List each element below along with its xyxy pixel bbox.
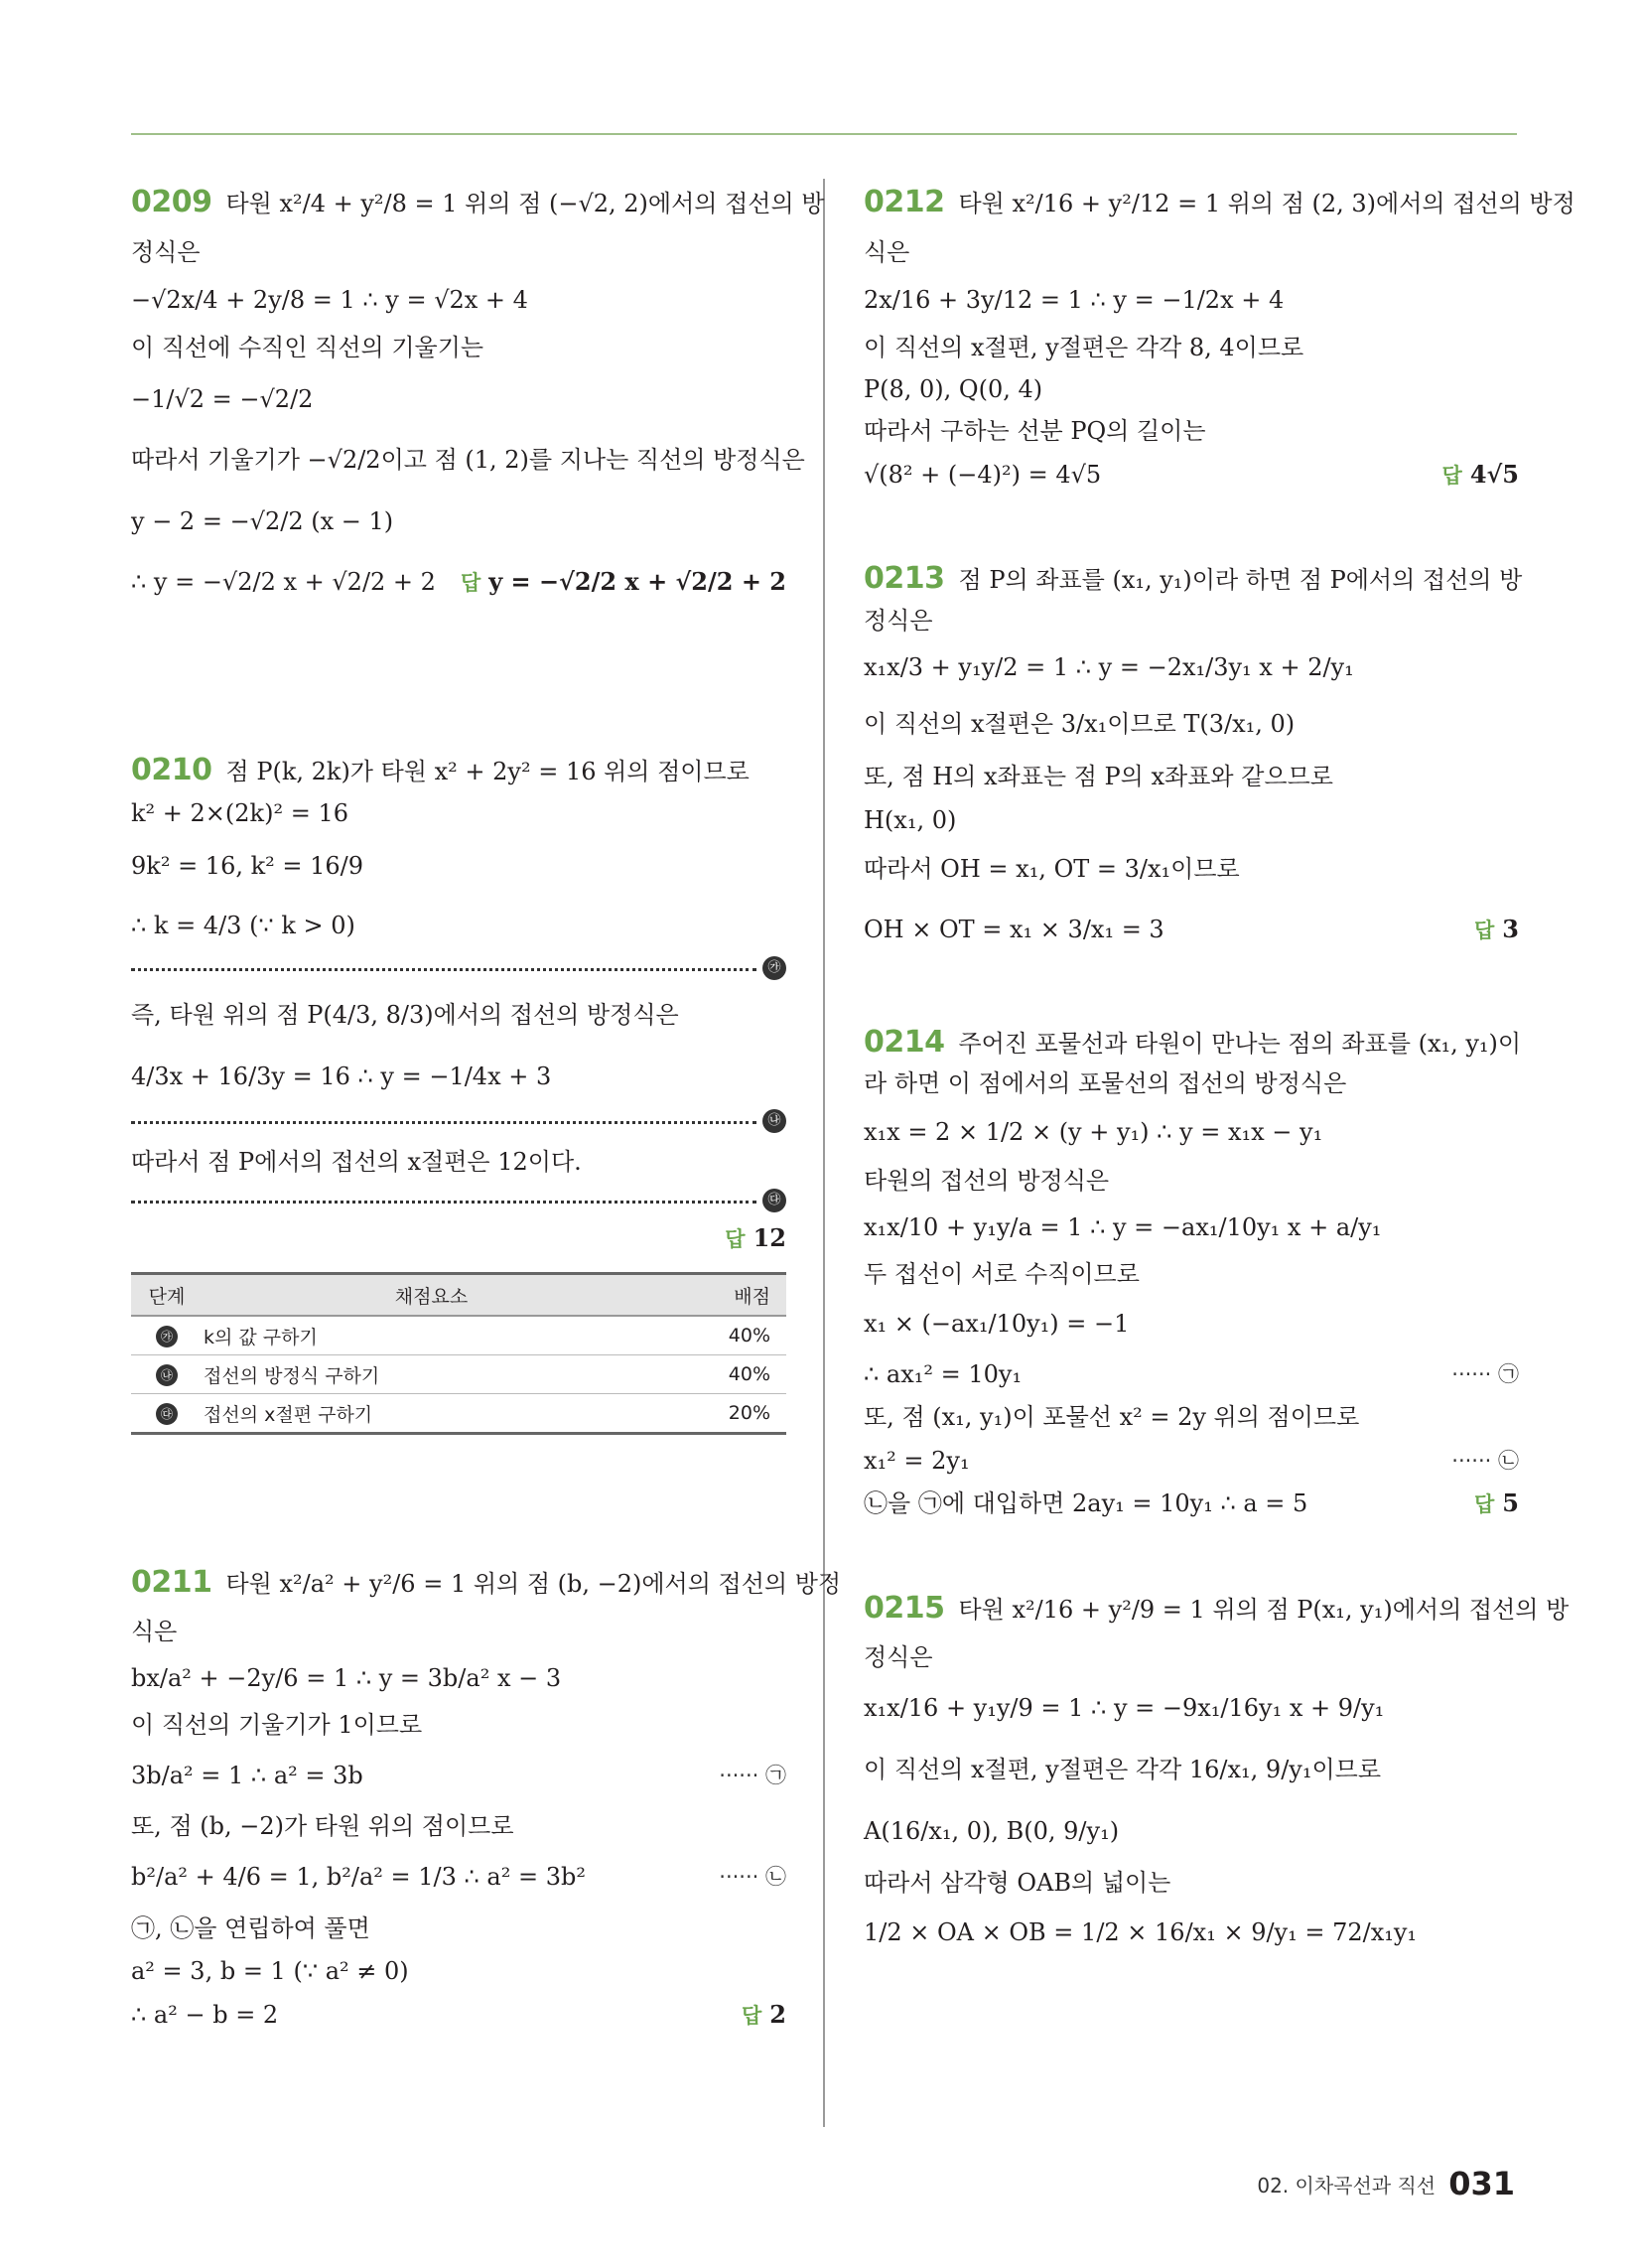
answer [1474, 897, 1519, 963]
step-mark: ㉰ [762, 1189, 786, 1212]
equation-line: A(16/x₁, 0), B(0, 9/y₁) [864, 1817, 1120, 1845]
answer [1474, 1483, 1519, 1525]
table-cell: k의 값 구하기 [203, 1316, 660, 1355]
solution-line: 식은 [131, 1618, 178, 1645]
step-mark: ㉮ [762, 956, 786, 980]
equation-marker: ······ ㉡ [1451, 1449, 1519, 1473]
right-column [864, 174, 1575, 1961]
equation-line: x₁x = 2 × 1/2 × (y + y₁) ∴ y = x₁x − y₁ [864, 1118, 1323, 1146]
equation-line: k² + 2×(2k)² = 16 [131, 799, 348, 827]
answer-value: 4√5 [1469, 460, 1519, 489]
solution-line: 따라서 삼각형 OAB의 넓이는 [864, 1869, 1171, 1897]
solution-line: 또, 점 (x₁, y₁)이 포물선 x² = 2y 위의 점이므로 [864, 1403, 1360, 1431]
solution-line: 이 직선의 기울기가 1이므로 [131, 1711, 423, 1739]
scoring-table [131, 1272, 786, 1435]
equation-line: x₁² = 2y₁ [864, 1447, 970, 1475]
equation-marker: ······ ㉡ [719, 1865, 786, 1889]
solution-line: 따라서 점 P에서의 접선의 x절편은 12이다. [131, 1148, 582, 1176]
solution-line: 이 직선에 수직인 직선의 기울기는 [131, 334, 484, 361]
equation-line: H(x₁, 0) [864, 806, 957, 834]
column-divider [823, 179, 825, 2127]
left-column [131, 174, 842, 2037]
step-mark: ㉮ [156, 1326, 178, 1347]
problem-0209 [131, 174, 825, 611]
equation-line: ∴ k = 4/3 (∵ k > 0) [131, 912, 355, 939]
problem-number: 0209 [131, 185, 212, 219]
answer-label: 답 [742, 2004, 762, 2028]
solution-line: 즉, 타원 위의 점 P(4/3, 8/3)에서의 접선의 방정식은 [131, 1001, 679, 1029]
equation-line: 1/2 × OA × OB = 1/2 × 16/x₁ × 9/y₁ = 72/x₁y₁ [864, 1918, 1418, 1946]
solution-line: 이 직선의 x절편, y절편은 각각 16/x₁, 9/y₁이므로 [864, 1756, 1382, 1783]
equation-line: x₁x/3 + y₁y/2 = 1 ∴ y = −2x₁/3y₁ x + 2/y₁ [864, 653, 1354, 681]
solution-line: 따라서 기울기가 −√2/2이고 점 (1, 2)를 지나는 직선의 방정식은 [131, 446, 805, 474]
table-row [131, 1316, 786, 1355]
solution-line: 정식은 [864, 607, 933, 635]
equation-line: OH × OT = x₁ × 3/x₁ = 3 [864, 916, 1164, 943]
problem-0212 [864, 174, 1575, 497]
problem-number: 0214 [864, 1025, 945, 1060]
table-cell: 20% [660, 1394, 786, 1434]
answer-value: 3 [1502, 915, 1519, 943]
problem-number: 0215 [864, 1591, 945, 1626]
problem-text: 타원 x²/16 + y²/9 = 1 위의 점 P(x₁, y₁)에서의 접선의 방 [958, 1596, 1570, 1624]
step-mark: ㉰ [156, 1403, 178, 1425]
answer-value: 5 [1502, 1488, 1519, 1517]
table-cell: 접선의 방정식 구하기 [203, 1355, 660, 1394]
table-row [131, 1394, 786, 1434]
problem-number: 0211 [131, 1565, 212, 1600]
answer [742, 1993, 786, 2038]
problem-0211 [131, 1554, 842, 2037]
equation-line: ㉡을 ㉠에 대입하면 2ay₁ = 10y₁ ∴ a = 5 [864, 1489, 1308, 1517]
answer [725, 1216, 786, 1261]
solution-line: 또, 점 H의 x좌표는 점 P의 x좌표와 같으므로 [864, 763, 1333, 790]
answer-label: 답 [725, 1227, 746, 1251]
equation-line: 9k² = 16, k² = 16/9 [131, 852, 364, 880]
problem-0214 [864, 1022, 1522, 1524]
problem-text: 타원 x²/16 + y²/12 = 1 위의 점 (2, 3)에서의 접선의 방정 [958, 190, 1575, 217]
problem-0213 [864, 557, 1523, 962]
equation-line: −1/√2 = −√2/2 [131, 385, 314, 413]
answer [461, 553, 786, 612]
problem-text: 주어진 포물선과 타원이 만나는 점의 좌표를 (x₁, y₁)이 [958, 1030, 1522, 1058]
problem-number: 0213 [864, 561, 945, 596]
step-divider [131, 1189, 786, 1214]
chapter-title: 02. 이차곡선과 직선 [1257, 2173, 1437, 2197]
table-header-row [131, 1274, 786, 1317]
header-rule [131, 133, 1517, 135]
solution-line: 이 직선의 x절편, y절편은 각각 8, 4이므로 [864, 334, 1304, 361]
equation-marker: ······ ㉠ [719, 1764, 786, 1787]
solution-line: 또, 점 (b, −2)가 타원 위의 점이므로 [131, 1812, 514, 1840]
solution-line: 타원의 접선의 방정식은 [864, 1167, 1110, 1195]
step-mark: ㉯ [762, 1109, 786, 1133]
equation-line: ∴ a² − b = 2 [131, 2001, 279, 2029]
solution-line: 정식은 [864, 1643, 933, 1671]
solution-line: 정식은 [131, 238, 201, 266]
answer-value: y = −√2/2 x + √2/2 + 2 [488, 567, 786, 596]
equation-line: bx/a² + −2y/6 = 1 ∴ y = 3b/a² x − 3 [131, 1664, 562, 1692]
solution-line: 따라서 구하는 선분 PQ의 길이는 [864, 417, 1206, 445]
table-header: 단계 [131, 1274, 203, 1317]
problem-number: 0210 [131, 753, 212, 787]
solution-line: ㉠, ㉡을 연립하여 풀면 [131, 1914, 370, 1942]
table-header: 채점요소 [203, 1274, 660, 1317]
equation-line: 2x/16 + 3y/12 = 1 ∴ y = −1/2x + 4 [864, 286, 1285, 314]
equation-line: x₁ × (−ax₁/10y₁) = −1 [864, 1310, 1130, 1338]
equation-line: ∴ y = −√2/2 x + √2/2 + 2 [131, 568, 436, 596]
equation-line: 4/3x + 16/3y = 16 ∴ y = −1/4x + 3 [131, 1063, 552, 1090]
answer-value: 12 [753, 1223, 786, 1252]
equation-line: x₁x/10 + y₁y/a = 1 ∴ y = −ax₁/10y₁ x + a/y₁ [864, 1213, 1382, 1241]
solution-line: 식은 [864, 238, 910, 266]
equation-line: 3b/a² = 1 ∴ a² = 3b [131, 1762, 363, 1789]
solution-line: 라 하면 이 점에서의 포물선의 접선의 방정식은 [864, 1069, 1347, 1097]
problem-text: 점 P의 좌표를 (x₁, y₁)이라 하면 점 P에서의 접선의 방 [958, 566, 1523, 594]
page-footer [1257, 2165, 1515, 2202]
table-cell: 접선의 x절편 구하기 [203, 1394, 660, 1434]
equation-marker: ······ ㉠ [1451, 1362, 1519, 1386]
equation-line: √(8² + (−4)²) = 4√5 [864, 461, 1102, 489]
answer-label: 답 [1474, 919, 1495, 942]
step-divider [131, 956, 786, 982]
problem-0215 [864, 1580, 1570, 1961]
table-cell: 40% [660, 1355, 786, 1394]
equation-line: −√2x/4 + 2y/8 = 1 ∴ y = √2x + 4 [131, 286, 528, 314]
answer [1442, 452, 1519, 498]
equation-line: a² = 3, b = 1 (∵ a² ≠ 0) [131, 1957, 409, 1985]
equation-line: y − 2 = −√2/2 (x − 1) [131, 507, 394, 535]
problem-0210 [131, 750, 786, 1435]
problem-text: 타원 x²/a² + y²/6 = 1 위의 점 (b, −2)에서의 접선의 방정 [225, 1570, 842, 1598]
equation-line: P(8, 0), Q(0, 4) [864, 375, 1043, 403]
answer-value: 2 [769, 2000, 786, 2029]
answer-label: 답 [1441, 464, 1462, 488]
table-header: 배점 [660, 1274, 786, 1317]
problem-text: 점 P(k, 2k)가 타원 x² + 2y² = 16 위의 점이므로 [225, 758, 750, 785]
table-cell: 40% [660, 1316, 786, 1355]
problem-number: 0212 [864, 185, 945, 219]
solution-line: 두 접선이 서로 수직이므로 [864, 1260, 1140, 1288]
step-mark: ㉯ [156, 1364, 178, 1386]
table-row [131, 1355, 786, 1394]
solution-line: 이 직선의 x절편은 3/x₁이므로 T(3/x₁, 0) [864, 710, 1296, 738]
step-divider [131, 1109, 786, 1135]
equation-line: x₁x/16 + y₁y/9 = 1 ∴ y = −9x₁/16y₁ x + 9/y₁ [864, 1694, 1385, 1722]
equation-line: ∴ ax₁² = 10y₁ [864, 1360, 1023, 1388]
page-number: 031 [1448, 2165, 1515, 2202]
answer-label: 답 [460, 571, 481, 595]
solution-line: 따라서 OH = x₁, OT = 3/x₁이므로 [864, 855, 1240, 883]
equation-line: b²/a² + 4/6 = 1, b²/a² = 1/3 ∴ a² = 3b² [131, 1863, 586, 1891]
problem-text: 타원 x²/4 + y²/8 = 1 위의 점 (−√2, 2)에서의 접선의 방 [225, 190, 825, 217]
answer-label: 답 [1474, 1492, 1495, 1516]
